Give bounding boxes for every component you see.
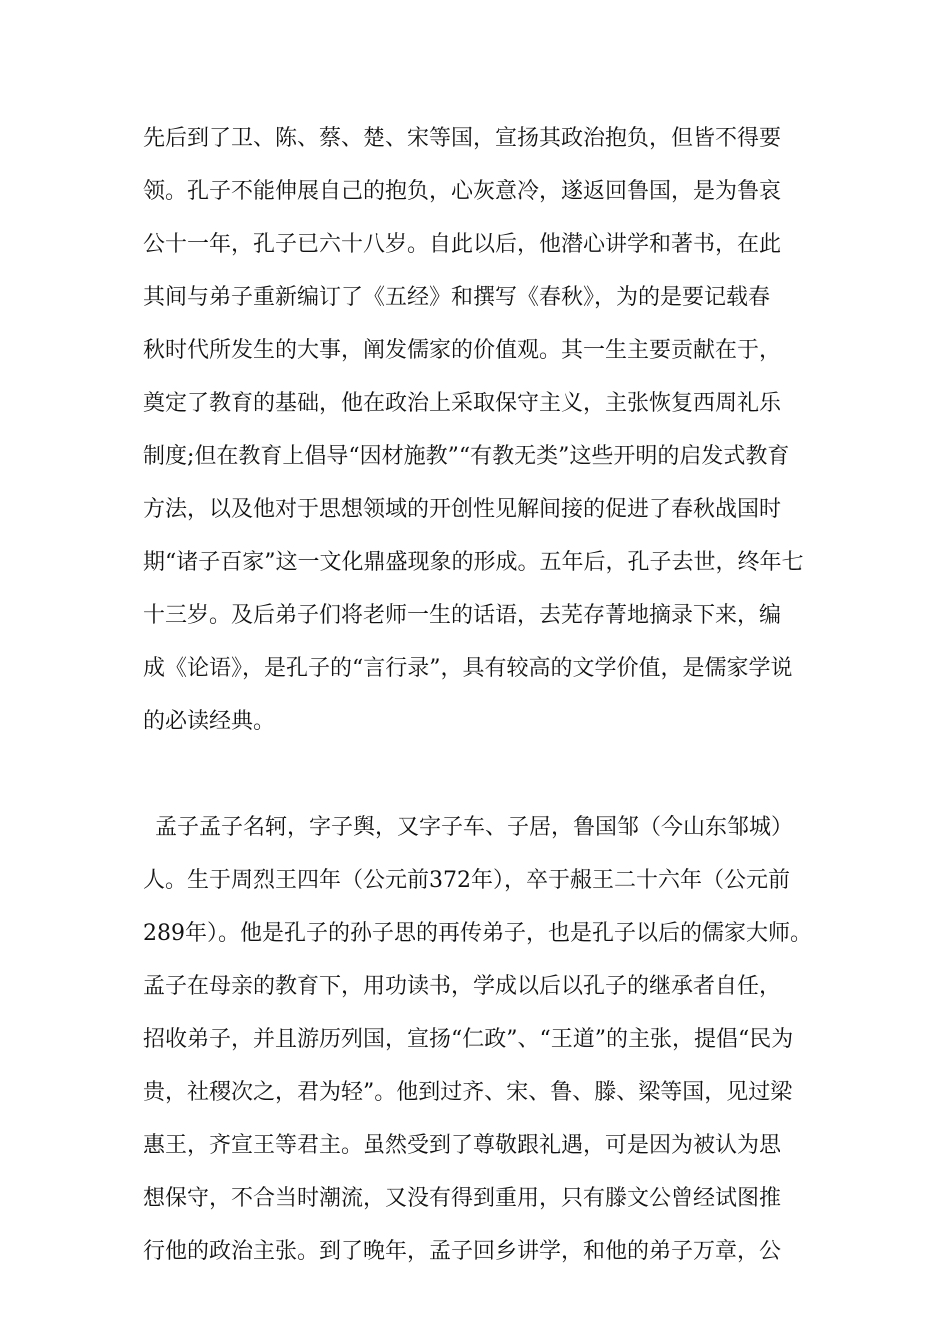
text-line: 先后到了卫、陈、蔡、楚、宋等国，宣扬其政治抱负，但皆不得要 (143, 126, 782, 151)
text-line: 方法，以及他对于思想领域的开创性见解间接的促进了春秋战国时 (143, 497, 782, 522)
text-line: 秋时代所发生的大事，阐发儒家的价值观。其一生主要贡献在于， (143, 338, 782, 363)
text-line: 期“诸子百家”这一文化鼎盛现象的形成。五年后，孔子去世，终年七 (143, 550, 804, 575)
text-line: 成《论语》，是孔子的“言行录”，具有较高的文学价值，是儒家学说 (143, 656, 793, 681)
text-line: 人。生于周烈王四年（公元前372年），卒于赧王二十六年（公元前 (143, 868, 790, 893)
text-line: 制度;但在教育上倡导“因材施教”“有教无类”这些开明的启发式教育 (143, 444, 790, 469)
text-line: 行他的政治主张。到了晚年，孟子回乡讲学，和他的弟子万章，公 (143, 1239, 782, 1264)
text-line: 的必读经典。 (143, 709, 276, 734)
text-line: 十三岁。及后弟子们将老师一生的话语，去芜存菁地摘录下来，编 (143, 603, 782, 628)
text-line: 贵，社稷次之，君为轻”。他到过齐、宋、鲁、滕、梁等国，见过梁 (143, 1080, 793, 1105)
text-line: 想保守，不合当时潮流，又没有得到重用，只有滕文公曾经试图推 (143, 1186, 782, 1211)
text-line: 公十一年，孔子已六十八岁。自此以后，他潜心讲学和著书，在此 (143, 232, 782, 257)
text-line: 289年）。他是孔子的孙子思的再传弟子，也是孔子以后的儒家大师。 (143, 921, 812, 946)
text-line: 其间与弟子重新编订了《五经》和撰写《春秋》，为的是要记载春 (143, 285, 771, 310)
text-line: 领。孔子不能伸展自己的抱负，心灰意冷，遂返回鲁国，是为鲁哀 (143, 179, 782, 204)
text-line: 孟子在母亲的教育下，用功读书，学成以后以孔子的继承者自任， (143, 974, 782, 999)
text-line: 奠定了教育的基础，他在政治上采取保守主义，主张恢复西周礼乐 (143, 391, 782, 416)
text-line: 招收弟子，并且游历列国，宣扬“仁政”、“王道”的主张，提倡“民为 (143, 1027, 794, 1052)
text-line: 惠王，齐宣王等君主。虽然受到了尊敬跟礼遇，可是因为被认为思 (143, 1133, 782, 1158)
text-line: 孟子孟子名轲，字子舆，又字子车、子居，鲁国邹（今山东邹城） (155, 815, 794, 840)
